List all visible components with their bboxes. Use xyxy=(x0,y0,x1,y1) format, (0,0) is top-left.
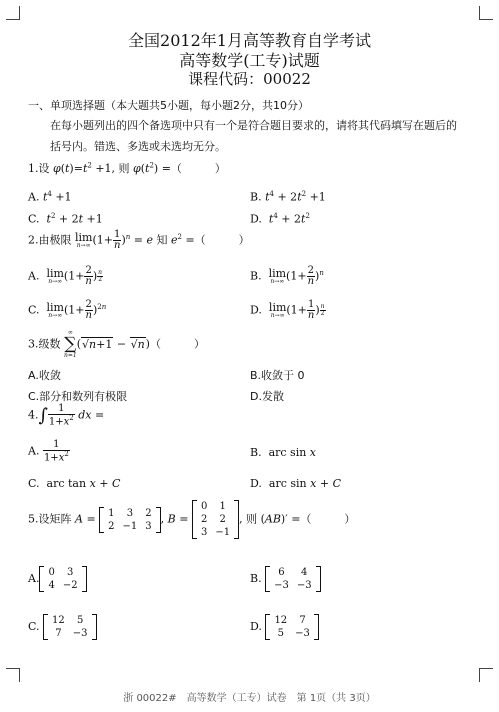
q1-option-c: C. $t^2 + 2t +1$ xyxy=(28,212,103,226)
q3-option-d: D.发散 xyxy=(250,390,284,403)
crop-mark-bottom-right xyxy=(479,668,493,682)
q4-option-b: B. arc sin x xyxy=(250,446,317,459)
course-code: 课程代码：00022 xyxy=(188,70,311,88)
q1-option-d: D. $t^4 + 2t^2$ xyxy=(250,212,310,226)
q4-option-c: C. arc tan x + C xyxy=(28,477,121,490)
q2-option-c: C. lim n→∞ (1+ $\frac{2}{n}$ )$^{2n}$ xyxy=(28,299,107,321)
question-4: 4.∫ $\frac{1}{1+x^2}$ dx = xyxy=(28,403,105,428)
q1-option-b: B. $t^4 + 2t^2 +1$ xyxy=(250,190,326,204)
exam-title: 全国2012年1月高等教育自学考试 xyxy=(128,31,371,50)
crop-mark-top-right xyxy=(479,6,493,20)
q4-option-d: D. arc sin x + C xyxy=(250,477,341,490)
q3-option-c: C.部分和数列有极限 xyxy=(28,390,128,403)
q2-option-a: A. lim n→∞ (1+ $\frac{2}{n}$ ) $\frac{n}{2}$ xyxy=(28,265,103,287)
q5-option-d: D. 12 7 5 −3 xyxy=(250,614,319,640)
matrix-a: 1 3 2 2 −1 3 xyxy=(99,507,161,533)
section-heading: 一、单项选择题（本大题共5小题，每小题2分，共10分） xyxy=(28,99,309,112)
section-note-1: 在每小题列出的四个备选项中只有一个是符合题目要求的，请将其代码填写在题后的 xyxy=(50,119,457,132)
matrix-b: 0 1 2 2 3 −1 xyxy=(192,500,239,539)
q5-option-c: C. 12 5 7 −3 xyxy=(28,614,97,640)
q5-option-a: A. 0 3 4 −2 xyxy=(28,566,87,592)
q3-option-b: B.收敛于 0 xyxy=(250,369,305,382)
question-3: 3.级数 ∞ ∑ n=1 (√n+1 − √n)（ ） xyxy=(28,329,205,359)
q4-option-a: A. $\frac{1}{1+x^2}$ xyxy=(28,439,69,464)
crop-mark-top-left xyxy=(6,6,20,20)
q2-option-d: D. lim n→∞ (1+ $\frac{1}{n}$ ) $\frac{n}{2}$ xyxy=(250,299,325,321)
page-footer: 浙 00022# 高等数学（工专）试卷 第 1页（共 3页） xyxy=(123,693,376,704)
question-5: 5.设矩阵 A = 1 3 2 2 −1 3 , B = 0 1 2 2 3 −1 , 则 (AB)′ =（ ） xyxy=(28,501,356,538)
question-1: 1.设 $\varphi(t)=t^2 +1$, 则 $\varphi(t^2)$ =（ ） xyxy=(28,161,226,175)
section-note-2: 括号内。错选、多选或未选均无分。 xyxy=(50,140,226,153)
crop-mark-bottom-left xyxy=(6,668,20,682)
subject-title: 高等数学(工专)试题 xyxy=(179,51,320,70)
q5-option-b: B. 6 4 −3 −3 xyxy=(250,566,321,592)
q2-option-b: B. lim n→∞ (1+ $\frac{2}{n}$ )$^n$ xyxy=(250,265,324,287)
question-2: 2.由极限 lim n→∞ (1+ $\frac{1}{n}$ )$^n$ = e 知 $e^2$ =（ ） xyxy=(28,229,250,251)
q3-option-a: A.收敛 xyxy=(28,369,61,382)
q1-option-a: A. $t^4 +1$ xyxy=(28,190,72,204)
